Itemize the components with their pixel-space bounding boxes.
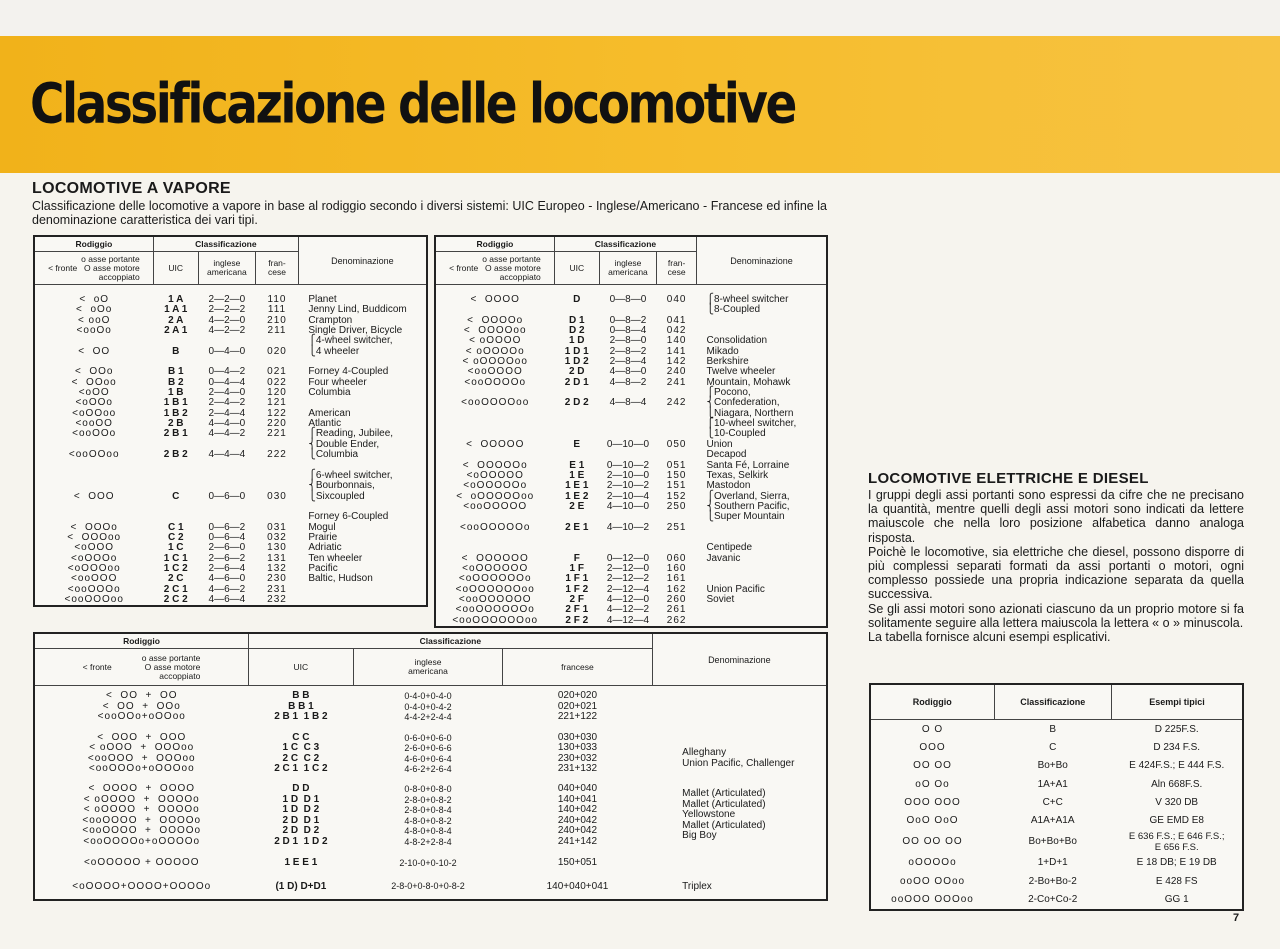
rodiggio-cell: < OOOO + OOOO < oOOOO + OOOOo < oOOOO + OOOOo <ooOOOO + OOOOo <ooOOOO + OOOOo <ooOOOOo+oOOOOo [82, 783, 202, 847]
articulated-table [33, 632, 828, 901]
table-row [34, 780, 827, 852]
esempi-cell: E 428 FS [1155, 875, 1198, 887]
rodiggio-cell: < OOO + OOO < oOOO + OOOoo <ooOOO + OOOoo <ooOOOo+oOOOoo [87, 731, 196, 774]
uic-cell: (1 D) D+D1 [275, 880, 327, 892]
francese-column: 110 111 210 211 020 021 022 120 121 122 220 221 222 030 031 032 130 131 132 230 231 232 [267, 294, 287, 605]
steam-section-title: LOCOMOTIVE A VAPORE [32, 180, 231, 197]
col-rodiggio: Rodiggio [34, 236, 153, 252]
page-title: Classificazione delle locomotive [30, 72, 795, 137]
rodiggio-cell: ooOO OOoo [899, 875, 966, 887]
esempi-cell: E 636 F.S.; E 646 F.S.; E 656 F.S. [1128, 830, 1225, 853]
esempi-cell: GE EMD E8 [1149, 815, 1204, 827]
col-classificazione: Classificazione [249, 633, 653, 649]
col-classificazione: Classificazione [554, 236, 696, 252]
col-uic: UIC [554, 252, 599, 285]
uic-cell: C C 1 C C 3 2 C C 2 2 C 1 1 C 2 [274, 731, 328, 774]
denominazione-cell: Triplex [682, 880, 712, 892]
francese-column: 040 041 042 140 141 142 240 241 242 050 051 150 151 152 250 251 060 160 161 162 260 261 262 [666, 294, 687, 626]
classificazione-cell: 1A+A1 [1037, 778, 1068, 790]
rodiggio-cell: <oOOOOO + OOOOO [83, 857, 200, 868]
inglese-cell: 0-6-0+0-6-0 2-6-0+0-6-6 4-6-0+0-6-4 4-6-2+2-6-4 [404, 732, 452, 774]
denominazione-cell [652, 852, 827, 874]
legend-axles: o asse portante O asse motore accoppiato [482, 253, 541, 282]
esempi-cell: D 234 F.S. [1153, 741, 1201, 753]
inglese-cell: 0-4-0+0-4-0 0-4-0+0-4-2 4-4-2+2-4-4 [404, 691, 452, 722]
rodiggio-cell: <oOOOO+OOOO+OOOOo [72, 880, 212, 892]
esempi-cell: E 18 DB; E 19 DB [1136, 857, 1217, 869]
classificazione-cell: 1+D+1 [1037, 857, 1068, 869]
denominazione-column: Planet Jenny Lind, Buddicom Crampton Single Driver, Bicycle ⎧4-wheel switcher, ⎩4 wheeler Forney 4-Coupled Four wheeler Columbia American Atlantic ⎧Reading, Jubilee, ⎨Double Ender, ⎩Columbia ⎧6-wheel switcher, ⎨Bourbonnais, ⎩Sixcoupled Forney 6-Coupled Mogul Prairie Adriatic Ten wheeler Pacific Baltic, Hudson [308, 294, 407, 585]
uic-cell: B B B B 1 2 B 1 1 B 2 [274, 690, 328, 722]
col-denominazione: Denominazione [298, 236, 427, 285]
legend-front: < fronte [48, 262, 78, 273]
denominazione-column: ⎧8-wheel switcher ⎩8-Coupled Consolidation Mikado Berkshire Twelve wheeler Mountain, Mohawk ⎧Pocono, ⎨Confederation, ⎩Niagara, Northern ⎧10-wheel switcher, ⎩10-Coupled Union Decapod Santa Fé, Lorraine Texas, Selkirk Mastodon ⎧Overland, Sierra, ⎨Southern Pacific, ⎩Super Mountain Centipede Javanic Union Pacific Soviet [706, 294, 797, 605]
table-row [34, 874, 827, 900]
electric-paragraph: I gruppi degli assi portanti sono espressi da cifre che ne precisano la quantità, mentre quelli degli assi motori sono indicati da lettere maiuscole che nella loro posizione alfabetica danno analoga risposta. [868, 488, 1244, 545]
uic-cell: 1 E E 1 [284, 857, 318, 868]
col-denominazione: Denominazione [652, 633, 827, 686]
legend-front: < fronte [82, 661, 112, 672]
table-row [870, 738, 1243, 756]
table-row [870, 854, 1243, 872]
col-denominazione: Denominazione [696, 236, 827, 285]
inglese-cell: 2-8-0+0-8-0+0-8-2 [391, 881, 465, 891]
col-rodiggio: Rodiggio [870, 684, 994, 720]
classificazione-cell: Bo+Bo [1037, 760, 1068, 772]
rodiggio-cell: ooOOO OOOoo [891, 894, 974, 906]
col-inglese: inglese americana [198, 252, 256, 285]
table-row [870, 890, 1243, 909]
legend-cell [34, 252, 153, 285]
top-margin [0, 0, 1280, 36]
electric-paragraph: Se gli assi motori sono azionati ciascuno da un proprio motore si fa solitamente seguire alla lettera maiuscola la lettera « o » minuscola. [868, 601, 1244, 630]
denominazione-cell: Mallet (Articulated) Mallet (Articulated) Yellowstone Mallet (Articulated) Big Boy [682, 788, 766, 842]
table-row [34, 852, 827, 874]
col-inglese: inglese americana [599, 252, 657, 285]
francese-cell: 020+020 020+021 221+122 [557, 690, 598, 722]
electric-intro [868, 488, 1244, 644]
classificazione-cell: A1A+A1A [1030, 815, 1075, 827]
rodiggio-cell: oOOOOo [908, 857, 957, 869]
legend-cell [435, 252, 554, 285]
col-classificazione: Classificazione [153, 236, 298, 252]
table-row [870, 872, 1243, 890]
col-classificazione: Classificazione [994, 684, 1111, 720]
rodiggio-column: < OOOO < OOOOo < OOOOoo < oOOOO < oOOOOo < oOOOOoo <ooOOOO <ooOOOOo <ooOOOOoo < OOOOO < OOOOOo <oOOOOO <oOOOOOo < oOOOOOoo <ooOOOOO <ooOOOOOo < OOOOOO <oOOOOOO <oOOOOOOo <oOOOOOOoo <ooOOOOOO <ooOOOOOOo <ooOOOOOOoo [452, 294, 539, 626]
esempi-cell: Aln 668F.S. [1151, 778, 1203, 790]
esempi-cell: GG 1 [1164, 894, 1189, 906]
electric-paragraph: La tabella fornisce alcuni esempi esplicativi. [868, 630, 1111, 645]
inglese-column: 2—2—0 2—2—2 4—2—0 4—2—2 0—4—0 0—4—2 0—4—4 2—4—0 2—4—2 2—4—4 4—4—0 4—4—2 4—4—4 0—6—0 0—6—2 0—6—4 2—6—0 2—6—2 2—6—4 4—6—0 4—6—2 4—6—4 [208, 294, 246, 605]
denominazione-cell: Alleghany Union Pacific, Challenger [682, 747, 795, 769]
table-row [870, 757, 1243, 775]
denominazione-cell [652, 686, 827, 728]
table-row [870, 830, 1243, 854]
steam-table-left [33, 235, 428, 607]
francese-cell: 040+040 140+041 140+042 240+042 240+042 241+142 [557, 783, 598, 847]
legend-axles: o asse portante O asse motore accoppiato [81, 253, 140, 282]
classificazione-cell: C+C [1042, 796, 1063, 808]
inglese-cell: 2-10-0+0-10-2 [399, 857, 457, 868]
rodiggio-cell: OoO OoO [906, 815, 959, 827]
table-row [34, 728, 827, 780]
classificazione-cell: C [1049, 741, 1057, 753]
rodiggio-cell: OOO OOO [904, 796, 961, 808]
classificazione-cell: 2-Co+Co-2 [1028, 894, 1078, 906]
col-esempi: Esempi tipici [1111, 684, 1243, 720]
francese-cell: 030+030 130+033 230+032 231+132 [557, 731, 598, 774]
esempi-cell: E 424F.S.; E 444 F.S. [1129, 760, 1225, 772]
legend-front: < fronte [449, 262, 479, 273]
rodiggio-cell: OO OO OO [902, 836, 963, 848]
uic-cell: D D 1 D D 1 1 D D 2 2 D D 1 2 D D 2 2 D 1 1 D 2 [274, 783, 328, 847]
col-rodiggio: Rodiggio [435, 236, 554, 252]
table-row [34, 686, 827, 728]
uic-column: 1 A 1 A 1 2 A 2 A 1 B B 1 B 2 1 B 1 B 1 1 B 2 2 B 2 B 1 2 B 2 C C 1 C 2 1 C 1 C 1 1 C 2 2 C 2 C 1 2 C 2 [163, 294, 188, 605]
rodiggio-cell: O O [921, 723, 944, 735]
esempi-cell: D 225F.S. [1154, 723, 1199, 735]
col-uic: UIC [153, 252, 198, 285]
table-row [870, 775, 1243, 793]
classificazione-cell: B [1049, 723, 1057, 735]
electric-section-title: LOCOMOTIVE ELETTRICHE E DIESEL [868, 470, 1149, 487]
table-row [870, 720, 1243, 739]
rodiggio-cell: OOO [919, 741, 946, 753]
uic-column: D D 1 D 2 1 D 1 D 1 1 D 2 2 D 2 D 1 2 D 2 E E 1 1 E 1 E 1 1 E 2 2 E 2 E 1 F 1 F 1 F 1 1 F 2 2 F 2 F 1 2 F 2 [564, 294, 589, 626]
electric-table [869, 683, 1244, 911]
col-francese: fran- cese [256, 252, 299, 285]
inglese-cell: 0-8-0+0-8-0 2-8-0+0-8-2 2-8-0+0-8-4 4-8-0+0-8-2 4-8-0+0-8-4 4-8-2+2-8-4 [404, 784, 452, 847]
rodiggio-cell: OO OO [913, 760, 952, 772]
rodiggio-column: < oO < oOo < ooO <ooOo < OO < OOo < OOoo <oOO <oOOo <oOOoo <ooOO <ooOOo <ooOOoo < OOO < OOOo < OOOoo <oOOO <oOOOo <oOOOoo <ooOOO <ooOOOo <ooOOOoo [64, 294, 124, 605]
electric-paragraph: Poichè le locomotive, sia elettriche che diesel, possono disporre di più complessi separati formati da assi portanti o motori, ogni complesso possiede una propria indicazione separata da quella successiva. [868, 544, 1244, 602]
page-number: 7 [1233, 912, 1240, 924]
rodiggio-cell: < OO + OO < OO + OOo <ooOOo+oOOoo [97, 690, 186, 722]
esempi-cell: V 320 DB [1155, 796, 1199, 808]
col-francese: fran- cese [657, 252, 697, 285]
francese-cell: 140+040+041 [546, 880, 609, 892]
col-inglese: inglese americana [353, 649, 503, 686]
classificazione-cell: 2-Bo+Bo-2 [1028, 875, 1077, 887]
inglese-column: 0—8—0 0—8—2 0—8—4 2—8—0 2—8—2 2—8—4 4—8—0 4—8—2 4—8—4 0—10—0 0—10—2 2—10—0 2—10—2 2—10—4 4—10—0 4—10—2 0—12—0 2—12—0 2—12—2 2—12—4 4—12—0 4—12—2 4—12—4 [606, 294, 650, 626]
classificazione-cell: Bo+Bo+Bo [1028, 836, 1077, 848]
table-row [870, 811, 1243, 829]
rodiggio-cell: oO Oo [915, 778, 950, 790]
steam-table-right [434, 235, 828, 628]
steam-intro: Classificazione delle locomotive a vapore in base al rodiggio secondo i diversi sistemi: UIC Europeo - Inglese/Americano - Francese ed infine la denominazione caratteristica dei vari tipi. [32, 199, 827, 227]
francese-cell: 150+051 [557, 857, 598, 868]
legend-cell [34, 649, 249, 686]
col-uic: UIC [249, 649, 354, 686]
col-rodiggio: Rodiggio [34, 633, 249, 649]
col-francese: francese [503, 649, 652, 686]
legend-axles: o asse portante O asse motore accoppiato [141, 652, 201, 681]
table-row [870, 793, 1243, 811]
